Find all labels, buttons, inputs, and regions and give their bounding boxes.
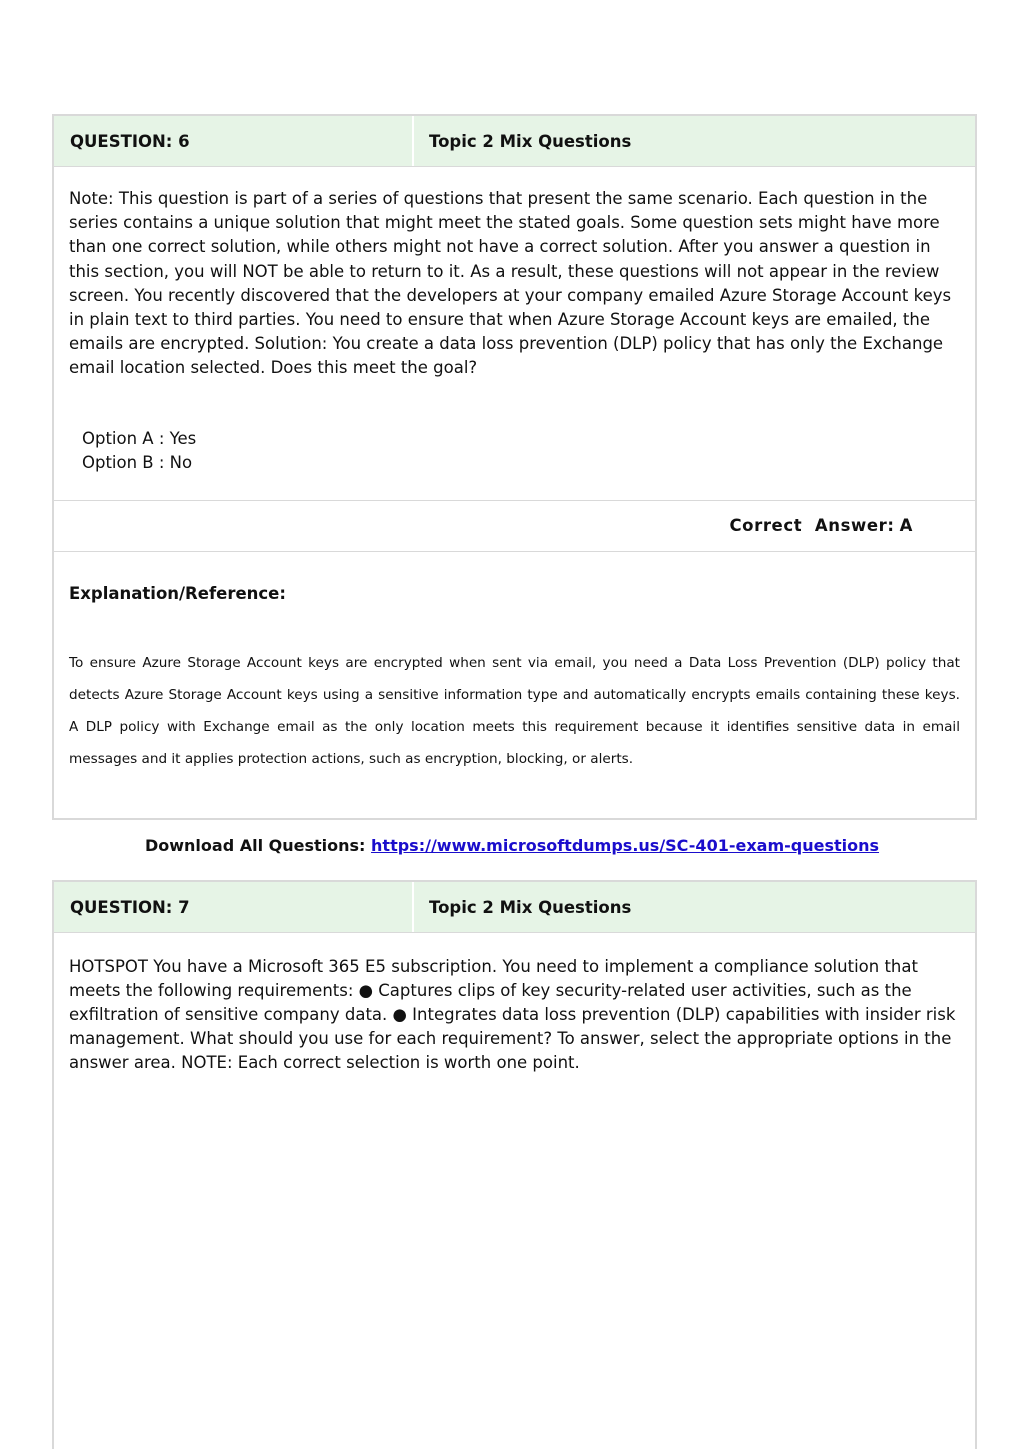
question-topic: Topic 2 Mix Questions bbox=[429, 897, 632, 917]
explanation-text: To ensure Azure Storage Account keys are encrypted when sent via email, you need a Data Loss Prevention (DLP) policy that detects Azure Storage Account keys using a sensitive information type and automatically encrypts emails containing these keys. A DLP policy with Exchange email as the only location meets this requirement because it identifies sensitive data in email messages and it applies protection actions, such as encryption, blocking, or alerts. bbox=[69, 654, 960, 767]
correct-answer-label: Correct Answer: bbox=[729, 516, 895, 536]
question-text: HOTSPOT You have a Microsoft 365 E5 subscription. You need to implement a compliance solution that meets the following requirements: ● Captures clips of key security-related user activities, such as the exfiltration of sensitive company data. ● Integrates data loss prevention (DLP) capabilities with insider risk management. What should you use for each requirement? To answer, select the appropriate options in the answer area. NOTE: Each correct selection is worth one point. bbox=[69, 957, 956, 1072]
option-b: Option B : No bbox=[82, 452, 193, 472]
download-label: Download All Questions: bbox=[144, 836, 366, 855]
explanation-title: Explanation/Reference: bbox=[69, 583, 286, 603]
question-header bbox=[54, 116, 975, 167]
options-list bbox=[54, 381, 975, 475]
correct-answer-row bbox=[54, 500, 975, 552]
question-topic: Topic 2 Mix Questions bbox=[429, 131, 632, 151]
question-header bbox=[54, 882, 975, 933]
question-text: Note: This question is part of a series of questions that present the same scenario. Each question in the series contains a unique solution that might meet the stated goals. Some question sets might have more than one correct solution, while others might not have a correct solution. After you answer a question in this section, you will NOT be able to return to it. As a result, these questions will not appear in the review screen. You recently discovered that the developers at your company emailed Azure Storage Account keys in plain text to third parties. You need to ensure that when Azure Storage Account keys are emailed, the emails are encrypted. Solution: You create a data loss prevention (DLP) policy that has only the Exchange email location selected. Does this meet the goal? bbox=[69, 189, 952, 378]
question-number: QUESTION: 7 bbox=[54, 882, 414, 932]
question-number: QUESTION: 6 bbox=[54, 116, 414, 166]
question-card-7 bbox=[52, 880, 977, 1449]
question-card-6 bbox=[52, 114, 977, 820]
correct-answer-value: A bbox=[899, 516, 913, 536]
option-a: Option A : Yes bbox=[82, 428, 197, 448]
download-line bbox=[0, 836, 1024, 855]
download-link[interactable]: https://www.microsoftdumps.us/SC-401-exam-questions bbox=[371, 836, 880, 855]
